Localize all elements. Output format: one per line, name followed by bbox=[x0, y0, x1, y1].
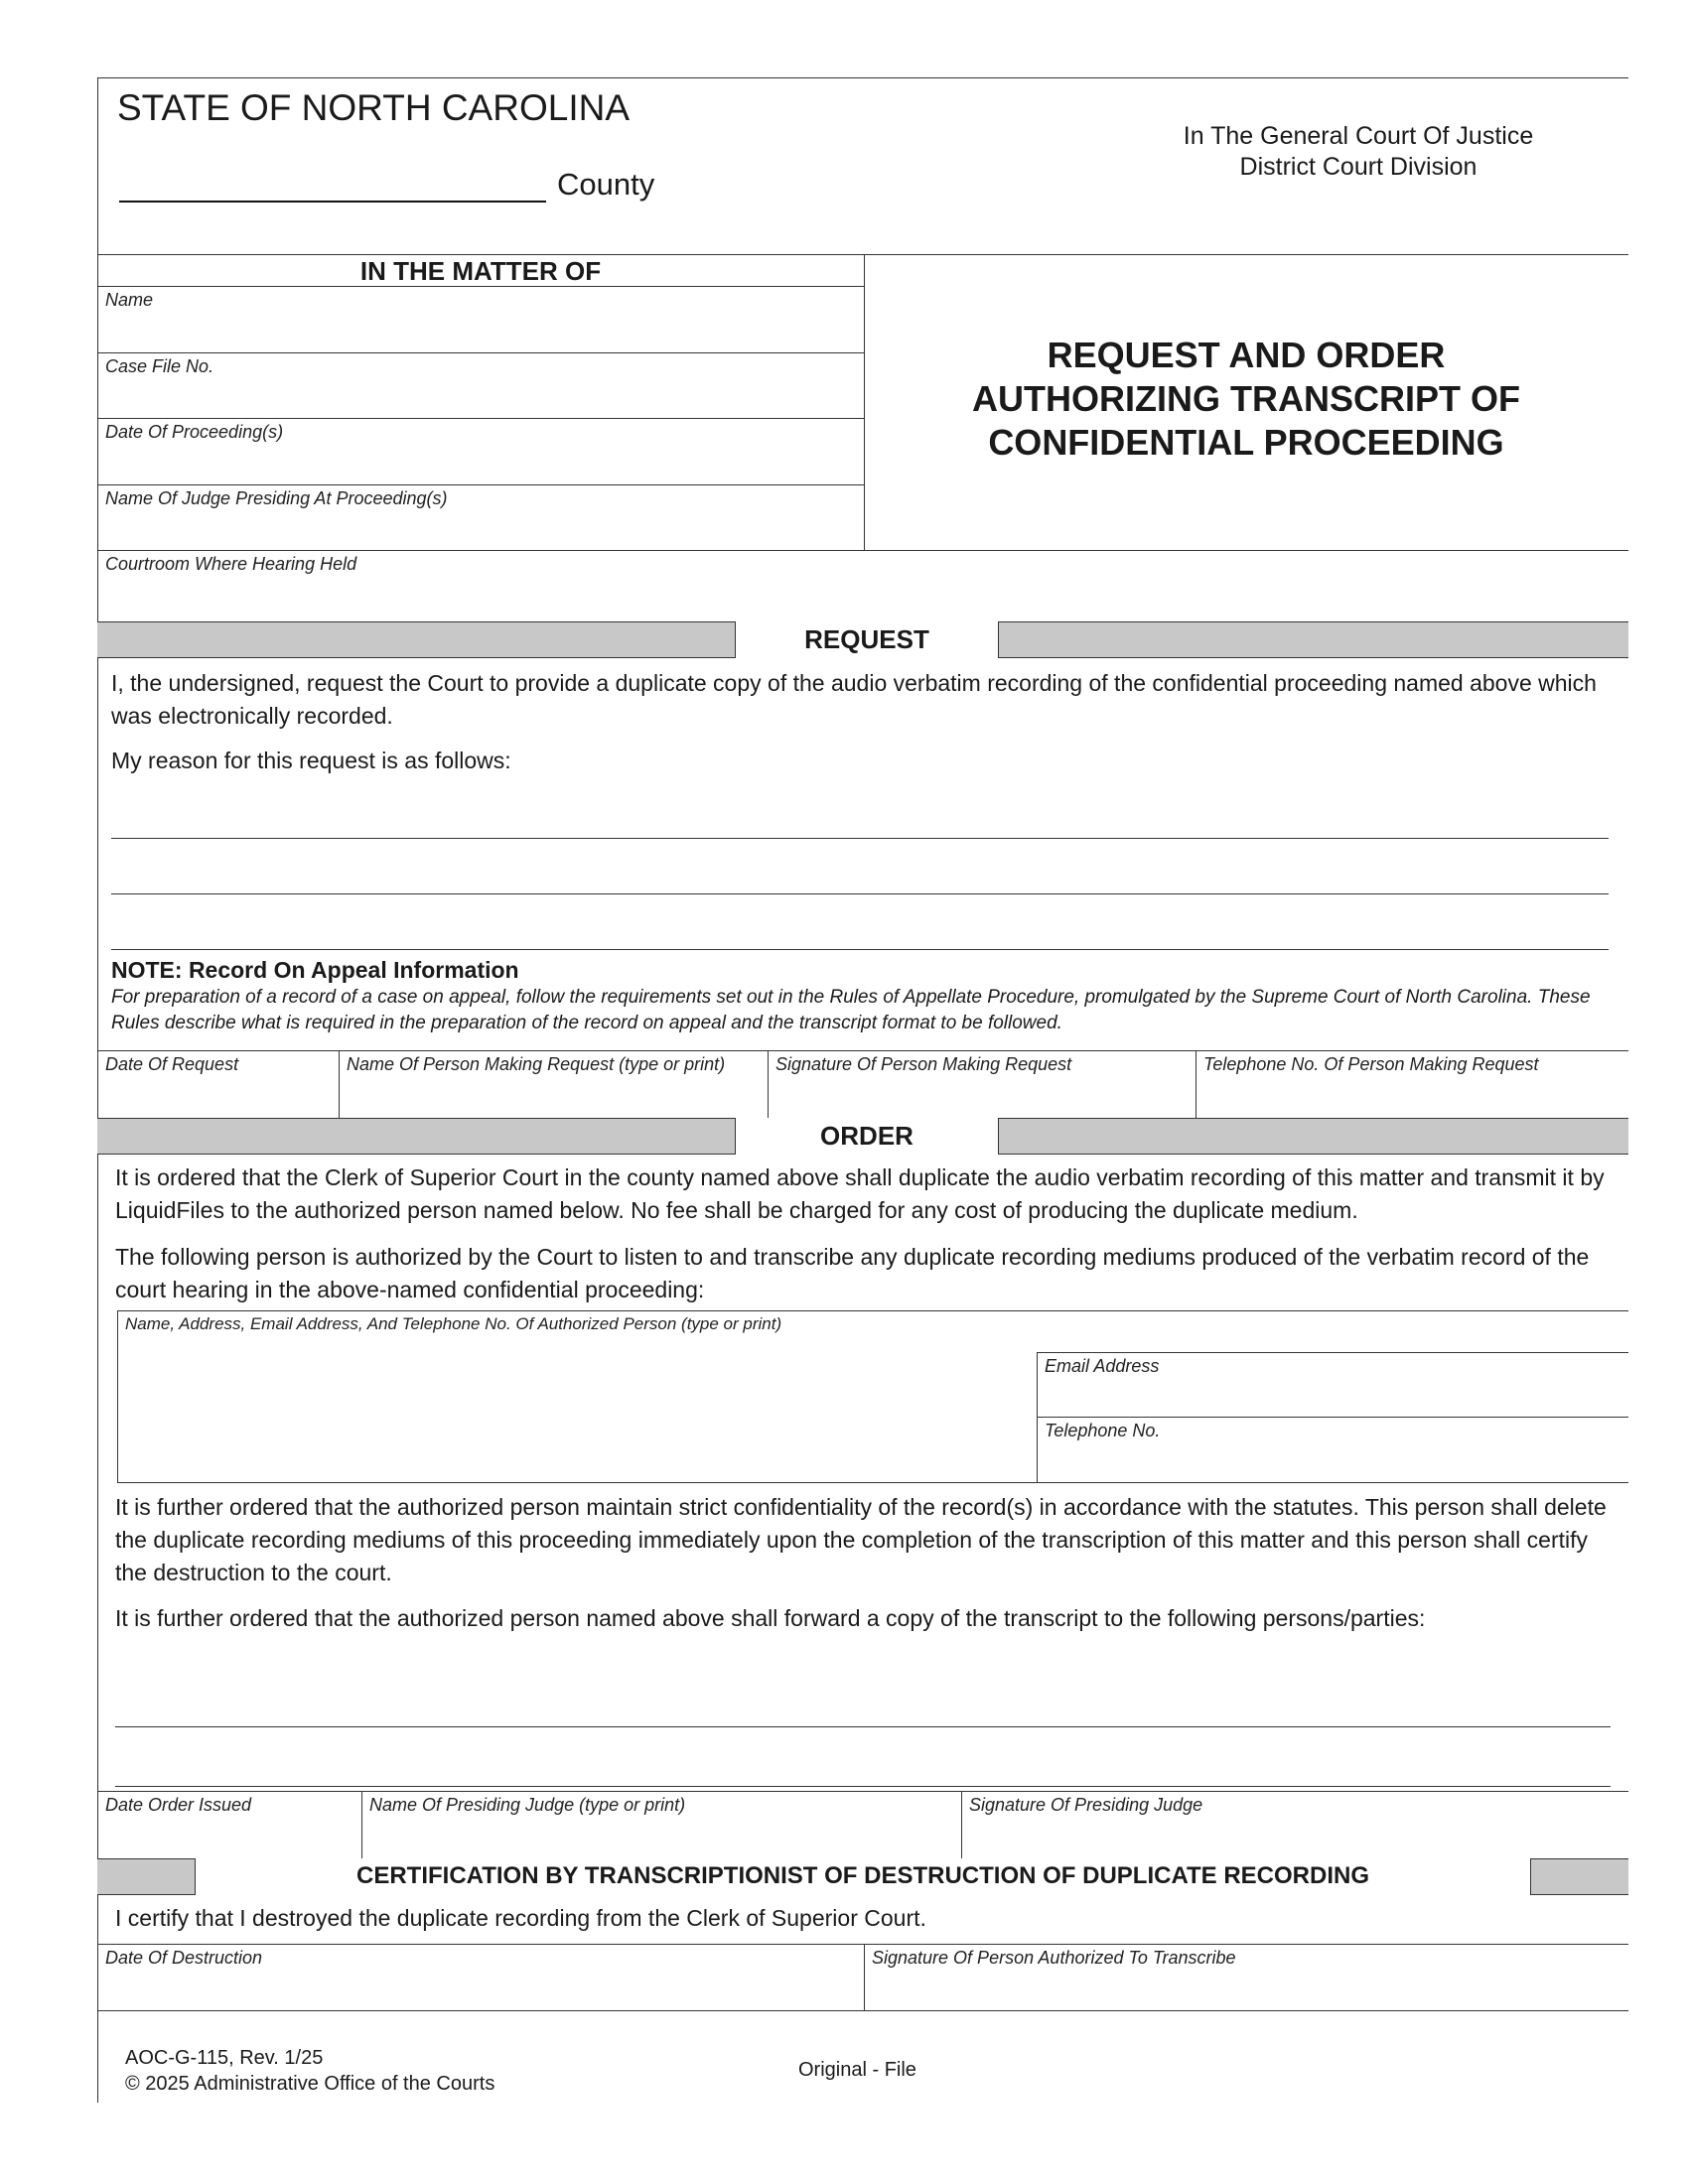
rule bbox=[97, 1944, 1628, 1945]
rule bbox=[117, 1482, 1628, 1483]
request-reason-prompt: My reason for this request is as follows: bbox=[111, 748, 511, 773]
requester-telephone-label: Telephone No. Of Person Making Request bbox=[1203, 1054, 1539, 1074]
rule bbox=[97, 418, 864, 419]
matter-heading: IN THE MATTER OF bbox=[359, 256, 602, 286]
rule bbox=[97, 352, 864, 353]
rule bbox=[864, 1944, 865, 2010]
note-body: For preparation of a record of a case on appeal, follow the requirements set out in the Rules of Appellate Procedure, promulgated by the Supreme Court of North Carolina. These Rules describe what is required in the preparation of the record on appeal and the transcript format to be followed. bbox=[111, 987, 1591, 1033]
frame-left bbox=[97, 77, 98, 2103]
reason-line-2[interactable] bbox=[111, 893, 1609, 894]
certification-statement: I certify that I destroyed the duplicate recording from the Clerk of Superior Court. bbox=[115, 1905, 926, 1931]
transcriber-signature-label: Signature Of Person Authorized To Transcribe bbox=[872, 1948, 1236, 1968]
certification-heading: CERTIFICATION BY TRANSCRIPTIONIST OF DESTRUCTION OF DUPLICATE RECORDING bbox=[195, 1858, 1531, 1895]
rule bbox=[97, 1050, 1628, 1051]
form-number: AOC-G-115, Rev. 1/25 bbox=[125, 2047, 324, 2069]
rule bbox=[117, 1310, 118, 1482]
requester-signature-label: Signature Of Person Making Request bbox=[775, 1054, 1072, 1074]
email-address-label: Email Address bbox=[1045, 1356, 1160, 1376]
order-paragraph-4: It is further ordered that the authorized person named above shall forward a copy of the transcript to the following persons/parties: bbox=[115, 1605, 1426, 1631]
rule bbox=[961, 1791, 962, 1858]
telephone-label: Telephone No. bbox=[1045, 1421, 1161, 1440]
order-heading: ORDER bbox=[735, 1118, 999, 1155]
rule bbox=[1037, 1352, 1628, 1353]
state-heading: STATE OF NORTH CAROLINA bbox=[117, 87, 630, 128]
order-paragraph-1: It is ordered that the Clerk of Superior Court in the county named above shall duplicate the audio verbatim recording of this matter and transmit it by LiquidFiles to the authorized person named below. No fee shall be charged for any cost of producing the duplicate medium. bbox=[115, 1164, 1605, 1223]
form-title-line-3: CONFIDENTIAL PROCEEDING bbox=[988, 422, 1504, 463]
court-division bbox=[1140, 121, 1577, 183]
note-heading: NOTE: Record On Appeal Information bbox=[111, 957, 519, 983]
form-title-line-2: AUTHORIZING TRANSCRIPT OF bbox=[972, 378, 1520, 419]
header-divider bbox=[97, 254, 1628, 255]
order-paragraph-3: It is further ordered that the authorized person maintain strict confidentiality of the record(s) in accordance with the statutes. This person shall delete the duplicate recording mediums of this proceeding immediately upon the completion of the transcription of this matter and this person shall certify the destruction to the court. bbox=[115, 1494, 1607, 1585]
rule bbox=[97, 1791, 1628, 1792]
recipients-line-2[interactable] bbox=[115, 1786, 1611, 1787]
case-file-label: Case File No. bbox=[105, 356, 214, 376]
presiding-judge-name-label: Name Of Presiding Judge (type or print) bbox=[369, 1795, 686, 1815]
date-order-issued-label: Date Order Issued bbox=[105, 1795, 252, 1815]
rule bbox=[97, 286, 864, 287]
requester-name-label: Name Of Person Making Request (type or print) bbox=[347, 1054, 726, 1074]
copy-distribution: Original - File bbox=[798, 2059, 916, 2081]
presiding-judge-signature-label: Signature Of Presiding Judge bbox=[969, 1795, 1203, 1815]
form-title-line-1: REQUEST AND ORDER bbox=[1047, 335, 1446, 375]
rule bbox=[117, 1310, 1628, 1311]
form-title bbox=[864, 334, 1628, 465]
name-label: Name bbox=[105, 290, 154, 310]
date-of-request-label: Date Of Request bbox=[105, 1054, 239, 1074]
reason-line-3[interactable] bbox=[111, 949, 1609, 950]
county-label: County bbox=[557, 167, 655, 202]
frame-top bbox=[97, 77, 1628, 78]
court-line-1: In The General Court Of Justice bbox=[1183, 122, 1534, 150]
request-heading: REQUEST bbox=[735, 621, 999, 658]
judge-presiding-label: Name Of Judge Presiding At Proceeding(s) bbox=[105, 488, 448, 508]
court-line-2: District Court Division bbox=[1239, 153, 1477, 181]
rule bbox=[97, 484, 864, 485]
recipients-line-1[interactable] bbox=[115, 1726, 1611, 1727]
rule bbox=[1037, 1417, 1628, 1418]
rule bbox=[768, 1050, 769, 1118]
order-paragraph-2: The following person is authorized by the Court to listen to and transcribe any duplicate recording mediums produced of the verbatim record of the court hearing in the above-named confidential proceeding: bbox=[115, 1244, 1590, 1302]
request-paragraph: I, the undersigned, request the Court to provide a duplicate copy of the audio verbatim recording of the confidential proceeding named above which was electronically recorded. bbox=[111, 670, 1597, 729]
rule bbox=[97, 2010, 1628, 2011]
court-form bbox=[97, 77, 1628, 2103]
date-proceeding-label: Date Of Proceeding(s) bbox=[105, 422, 284, 442]
form-footer-left bbox=[125, 2045, 494, 2097]
rule bbox=[361, 1791, 362, 1858]
date-of-destruction-label: Date Of Destruction bbox=[105, 1948, 263, 1968]
courtroom-label: Courtroom Where Hearing Held bbox=[105, 554, 357, 574]
rule bbox=[97, 550, 1628, 551]
rule bbox=[339, 1050, 340, 1118]
authorized-person-label: Name, Address, Email Address, And Telephone No. Of Authorized Person (type or print) bbox=[125, 1314, 782, 1333]
county-line[interactable] bbox=[119, 201, 546, 203]
copyright: © 2025 Administrative Office of the Courts bbox=[125, 2073, 495, 2095]
reason-line-1[interactable] bbox=[111, 838, 1609, 839]
